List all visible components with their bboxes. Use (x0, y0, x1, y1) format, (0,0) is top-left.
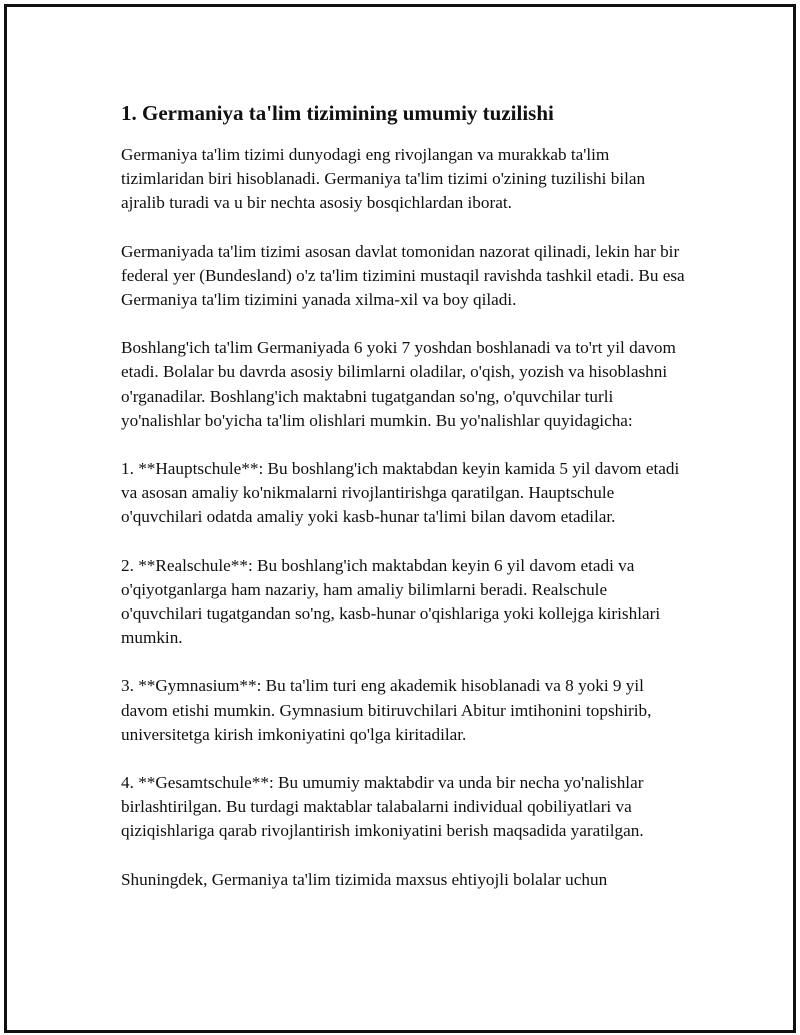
list-item-realschule: 2. **Realschule**: Bu boshlang'ich maktabdan keyin 6 yil davom etadi va o'qiyotganlarga ham nazariy, ham amaliy bilimlarni beradi. Realschule o'quvchilari tugatgandan so'ng, kasb-hunar o'qishlariga yoki kollejga kirishlari mumkin. (121, 555, 661, 648)
list-item-gymnasium: 3. **Gymnasium**: Bu ta'lim turi eng akademik hisoblanadi va 8 yoki 9 yil davom etishi mumkin. Gymnasium bitiruvchilari Abitur imtihonini topshirib, universitetga kirish imkoniyatini qo'lga kiritadilar. (121, 676, 652, 744)
list-item-hauptschule: 1. **Hauptschule**: Bu boshlang'ich maktabdan keyin kamida 5 yil davom etadi va asosan amaliy ko'nikmalarni rivojlantirishga qaratilgan. Hauptschule o'quvchilari odatda amaliy yoki kasb-hunar ta'limi bilan davom etadilar. (121, 459, 680, 527)
section-heading: 1. Germaniya ta'lim tizimining umumiy tuzilishi (121, 101, 554, 125)
list-item-gesamtschule: 4. **Gesamtschule**: Bu umumiy maktabdir va unda bir necha yo'nalishlar birlashtirilgan. Bu turdagi maktablar talabalarni individual qobiliyatlari va qiziqishlariga qarab rivojlantirish imkoniyatini berish maqsadida yaratilgan. (121, 773, 644, 841)
document-body (121, 99, 691, 916)
paragraph-special-needs: Shuningdek, Germaniya ta'lim tizimida maxsus ehtiyojli bolalar uchun (121, 869, 608, 889)
paragraph-primary: Boshlang'ich ta'lim Germaniyada 6 yoki 7 yoshdan boshlanadi va to'rt yil davom etadi. Bolalar bu davrda asosiy bilimlarni oladilar, o'qish, yozish va hisoblashni o'rganadilar. Boshlang'ich maktabni tugatgandan so'ng, o'quvchilar turli yo'nalishlar bo'yicha ta'lim olishlari mumkin. Bu yo'nalishlar quyidagicha: (121, 338, 676, 430)
page-frame (4, 4, 796, 1033)
paragraph-federal: Germaniyada ta'lim tizimi asosan davlat tomonidan nazorat qilinadi, lekin har bir federal yer (Bundesland) o'z ta'lim tizimini mustaqil ravishda tashkil etadi. Bu esa Germaniya ta'lim tizimini yanada xilma-xil va boy qiladi. (121, 241, 685, 310)
paragraph-intro: Germaniya ta'lim tizimi dunyodagi eng rivojlangan va murakkab ta'lim tizimlaridan biri hisoblanadi. Germaniya ta'lim tizimi o'zining tuzilishi bilan ajralib turadi va u bir nechta asosiy bosqichlardan iborat. (121, 145, 646, 213)
